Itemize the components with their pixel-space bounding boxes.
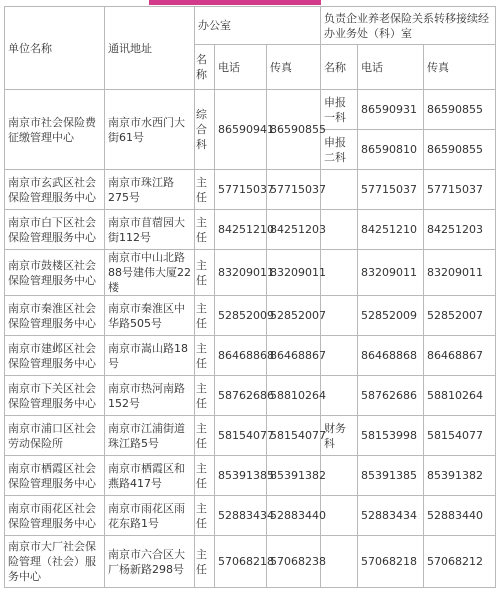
cell-address: 南京市苜蓿园大街112号: [105, 210, 195, 250]
cell-office-name: 主任: [195, 170, 215, 210]
cell-office-name: 主任: [195, 456, 215, 496]
cell-office-fax: 52852007: [267, 296, 321, 336]
cell-dept-name: [321, 536, 358, 588]
cell-dept-name: [321, 376, 358, 416]
cell-dept-name: [321, 496, 358, 536]
cell-dept-name: [321, 456, 358, 496]
cell-office-phone: 52852009: [215, 296, 267, 336]
cell-dept-fax: 86590855: [424, 90, 496, 130]
cell-unit: 南京市秦淮区社会保险管理服务中心: [5, 296, 105, 336]
cell-dept-phone: 58153998: [358, 416, 424, 456]
cell-address: 南京市水西门大街61号: [105, 90, 195, 170]
cell-dept-name: 财务科: [321, 416, 358, 456]
cell-office-phone: 58762686: [215, 376, 267, 416]
cell-dept-name: 申报二科: [321, 130, 358, 170]
header-office: 办公室: [195, 7, 321, 45]
table-row: [5, 376, 496, 416]
table-row: [5, 536, 496, 588]
table-row: [5, 496, 496, 536]
header-dept-fax: 传真: [424, 45, 496, 90]
cell-office-phone: 86590941: [215, 90, 267, 170]
cell-unit: 南京市玄武区社会保险管理服务中心: [5, 170, 105, 210]
header-transfer-dept: 负责企业养老保险关系转移接续经办业务处（科）室: [321, 7, 496, 45]
header-office-phone: 电话: [215, 45, 267, 90]
cell-dept-fax: 57068212: [424, 536, 496, 588]
cell-office-fax: 58154077: [267, 416, 321, 456]
cell-office-fax: 57068238: [267, 536, 321, 588]
cell-unit: 南京市下关区社会保险管理服务中心: [5, 376, 105, 416]
cell-address: 南京市中山北路88号建伟大厦22楼: [105, 250, 195, 296]
contact-table: [4, 6, 496, 588]
cell-address: 南京市珠江路275号: [105, 170, 195, 210]
header-address: 通讯地址: [105, 7, 195, 90]
cell-office-phone: 84251210: [215, 210, 267, 250]
cell-dept-fax: 86590855: [424, 130, 496, 170]
cell-dept-phone: 57068218: [358, 536, 424, 588]
cell-office-phone: 86468868: [215, 336, 267, 376]
cell-office-name: 综合科: [195, 90, 215, 170]
cell-dept-phone: 84251210: [358, 210, 424, 250]
header-dept-phone: 电话: [358, 45, 424, 90]
cell-dept-phone: 57715037: [358, 170, 424, 210]
cell-office-fax: 85391382: [267, 456, 321, 496]
cell-office-name: 主任: [195, 336, 215, 376]
cell-address: 南京市栖霞区和燕路417号: [105, 456, 195, 496]
table-row: [5, 210, 496, 250]
cell-office-fax: 86468867: [267, 336, 321, 376]
cell-office-name: 主任: [195, 210, 215, 250]
cell-address: 南京市江浦街道珠江路5号: [105, 416, 195, 456]
cell-office-phone: 58154077: [215, 416, 267, 456]
cell-office-name: 主任: [195, 416, 215, 456]
cell-office-name: 主任: [195, 376, 215, 416]
cell-office-name: 主任: [195, 536, 215, 588]
cell-dept-name: [321, 296, 358, 336]
cell-office-name: 主任: [195, 296, 215, 336]
cell-dept-phone: 83209011: [358, 250, 424, 296]
cell-office-phone: 57068218: [215, 536, 267, 588]
cell-dept-name: [321, 210, 358, 250]
header-office-fax: 传真: [267, 45, 321, 90]
cell-dept-phone: 52883434: [358, 496, 424, 536]
cell-office-phone: 57715037: [215, 170, 267, 210]
cell-dept-fax: 84251203: [424, 210, 496, 250]
cell-dept-fax: 58154077: [424, 416, 496, 456]
cell-office-fax: 86590855: [267, 90, 321, 170]
cell-unit: 南京市建邺区社会保险管理服务中心: [5, 336, 105, 376]
cell-unit: 南京市白下区社会保险管理服务中心: [5, 210, 105, 250]
table-row: [5, 170, 496, 210]
cell-address: 南京市雨花区雨花东路1号: [105, 496, 195, 536]
cell-dept-fax: 58810264: [424, 376, 496, 416]
cell-address: 南京市嵩山路18号: [105, 336, 195, 376]
table-row: [5, 456, 496, 496]
cell-dept-name: [321, 250, 358, 296]
cell-dept-phone: 86468868: [358, 336, 424, 376]
cell-dept-phone: 85391385: [358, 456, 424, 496]
cell-office-name: 主任: [195, 496, 215, 536]
table-row: [5, 250, 496, 296]
cell-unit: 南京市栖霞区社会保险管理服务中心: [5, 456, 105, 496]
header-office-name: 名称: [195, 45, 215, 90]
cell-unit: 南京市雨花区社会保险管理服务中心: [5, 496, 105, 536]
cell-dept-phone: 58762686: [358, 376, 424, 416]
table-row: [5, 90, 496, 130]
cell-address: 南京市秦淮区中华路505号: [105, 296, 195, 336]
cell-dept-fax: 52852007: [424, 296, 496, 336]
cell-office-fax: 58810264: [267, 376, 321, 416]
cell-office-name: 主任: [195, 250, 215, 296]
top-accent-bar: [149, 0, 321, 5]
cell-dept-name: 申报一科: [321, 90, 358, 130]
cell-dept-fax: 57715037: [424, 170, 496, 210]
cell-dept-fax: 86468867: [424, 336, 496, 376]
cell-dept-fax: 85391382: [424, 456, 496, 496]
cell-dept-fax: 83209011: [424, 250, 496, 296]
cell-office-fax: 84251203: [267, 210, 321, 250]
cell-office-fax: 83209011: [267, 250, 321, 296]
cell-office-phone: 85391385: [215, 456, 267, 496]
cell-unit: 南京市鼓楼区社会保险管理服务中心: [5, 250, 105, 296]
header-dept-name: 名称: [321, 45, 358, 90]
cell-office-fax: 52883440: [267, 496, 321, 536]
cell-dept-name: [321, 336, 358, 376]
cell-office-fax: 57715037: [267, 170, 321, 210]
cell-dept-phone: 52852009: [358, 296, 424, 336]
cell-unit: 南京市社会保险费征缴管理中心: [5, 90, 105, 170]
cell-address: 南京市热河南路152号: [105, 376, 195, 416]
cell-address: 南京市六合区大厂杨新路298号: [105, 536, 195, 588]
cell-dept-phone: 86590810: [358, 130, 424, 170]
cell-unit: 南京市浦口区社会劳动保险所: [5, 416, 105, 456]
cell-dept-name: [321, 170, 358, 210]
cell-unit: 南京市大厂社会保险管理（社会）服务中心: [5, 536, 105, 588]
cell-dept-fax: 52883440: [424, 496, 496, 536]
table-row: [5, 336, 496, 376]
table-row: [5, 416, 496, 456]
cell-dept-phone: 86590931: [358, 90, 424, 130]
table-row: [5, 296, 496, 336]
cell-office-phone: 83209011: [215, 250, 267, 296]
header-unit-name: 单位名称: [5, 7, 105, 90]
cell-office-phone: 52883434: [215, 496, 267, 536]
